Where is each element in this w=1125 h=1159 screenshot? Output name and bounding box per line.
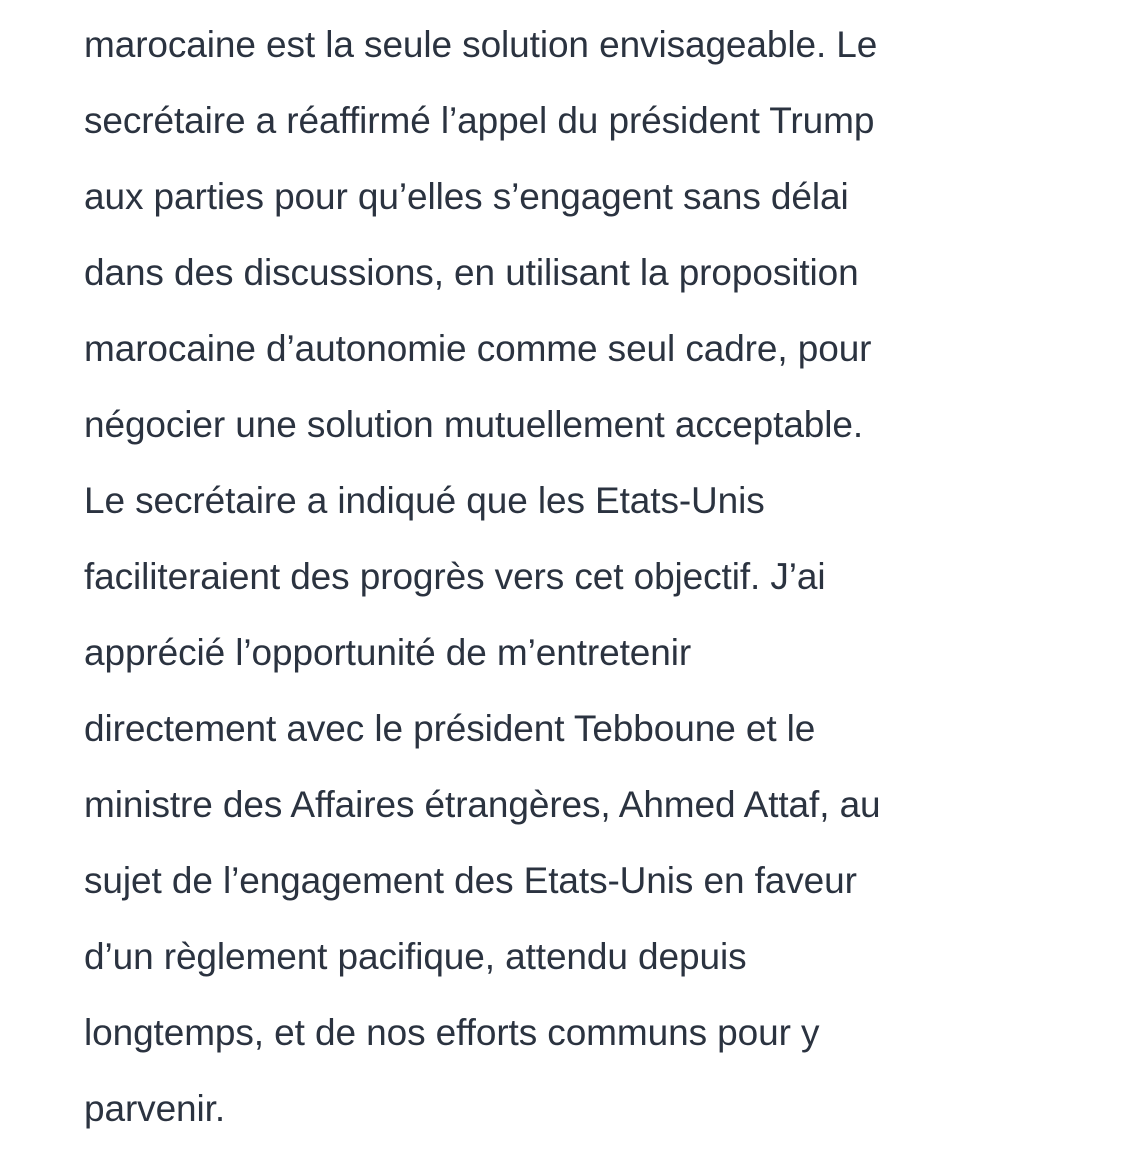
article-line: parvenir.	[84, 1088, 226, 1129]
article-line: longtemps, et de nos efforts communs pour y	[84, 1012, 820, 1053]
article-line: apprécié l’opportunité de m’entretenir	[84, 632, 692, 673]
article-line: faciliteraient des progrès vers cet objectif. J’ai	[84, 556, 826, 597]
article-line: sujet de l’engagement des Etats-Unis en faveur	[84, 860, 857, 901]
article-line: ministre des Affaires étrangères, Ahmed Attaf, au	[84, 784, 881, 825]
article-line: Le secrétaire a indiqué que les Etats-Unis	[84, 480, 765, 521]
article-line: aux parties pour qu’elles s’engagent sans délai	[84, 176, 849, 217]
article-line: secrétaire a réaffirmé l’appel du président Trump	[84, 100, 875, 141]
article-line: d’un règlement pacifique, attendu depuis	[84, 936, 747, 977]
article-line: directement avec le président Tebboune et le	[84, 708, 816, 749]
article-line: marocaine est la seule solution envisageable. Le	[84, 24, 878, 65]
article-line: marocaine d’autonomie comme seul cadre, pour	[84, 328, 872, 369]
article-line: dans des discussions, en utilisant la proposition	[84, 252, 859, 293]
article-line: négocier une solution mutuellement acceptable.	[84, 404, 864, 445]
